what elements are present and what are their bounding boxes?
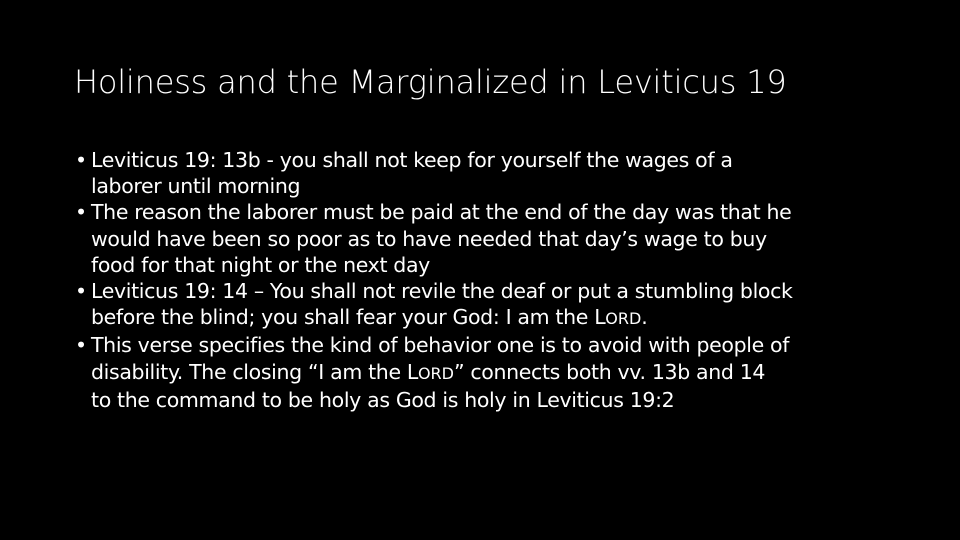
bullet-text-line: Leviticus 19: 13b - you shall not keep for yourself the wages of a: [91, 148, 733, 172]
bullet-item: [75, 147, 905, 199]
bullet-text-line: This verse specifies the kind of behavior one is to avoid with people of: [91, 333, 790, 358]
bullet-marker-icon: •: [75, 333, 87, 358]
bullet-text-line: [91, 304, 905, 332]
bullet-text-line: would have been so poor as to have needed that day’s wage to buy: [91, 226, 767, 251]
bullet-marker-icon: •: [75, 200, 87, 225]
bullet-text-segment: before the blind; you shall fear your God: I am the L: [91, 305, 606, 330]
bullet-text-line: [91, 359, 905, 387]
bullet-text-line: Leviticus 19: 14 – You shall not revile the deaf or put a stumbling block: [91, 279, 793, 304]
slide-title: Holiness and the Marginalized in Leviticus 19: [74, 63, 787, 101]
bullet-text-segment: .: [641, 305, 648, 330]
bullet-text-segment: ” connects both vv. 13b and 14: [453, 359, 766, 384]
bullet-marker-icon: •: [75, 148, 87, 172]
bullet-item: [75, 199, 905, 278]
bullet-text-line: to the command to be holy as God is holy in Leviticus 19:2: [91, 387, 675, 412]
bullet-text-line: laborer until morning: [91, 174, 301, 199]
bullet-list: [75, 147, 905, 413]
lord-smallcaps-text: ORD: [417, 363, 454, 383]
bullet-item: [75, 278, 905, 332]
bullet-marker-icon: •: [75, 279, 87, 304]
bullet-text-segment: disability. The closing “I am the L: [91, 359, 418, 384]
bullet-text-line: food for that night or the next day: [91, 252, 430, 277]
bullet-text-line: The reason the laborer must be paid at the end of the day was that he: [91, 200, 792, 225]
lord-smallcaps-text: ORD: [605, 309, 642, 329]
bullet-item: [75, 332, 905, 413]
